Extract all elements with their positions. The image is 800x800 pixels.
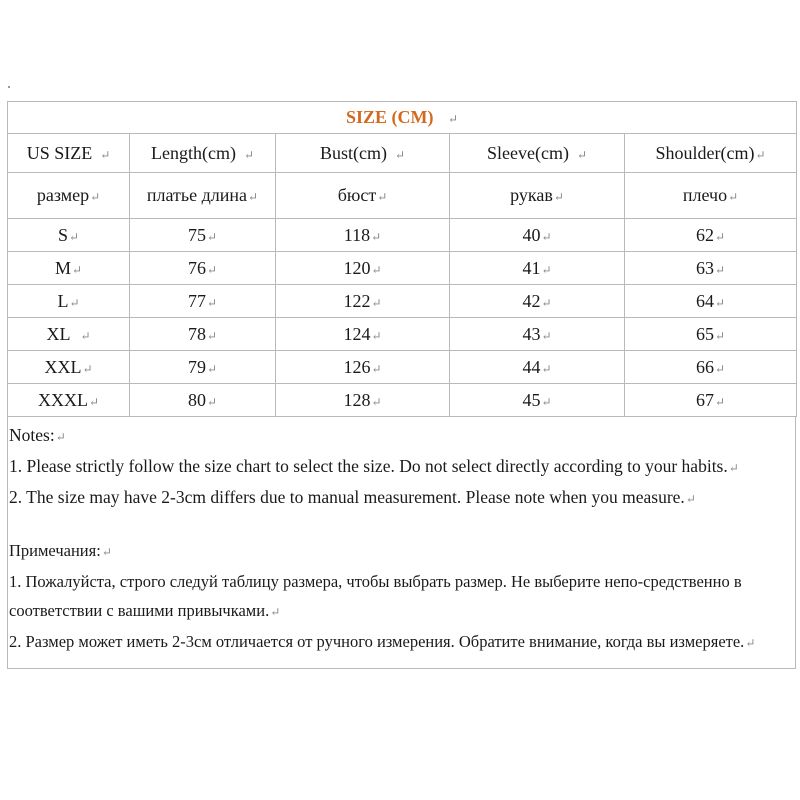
table-row [8,285,797,318]
length-cell: 75↵ [130,219,276,252]
paragraph-mark-icon: ↵ [448,112,459,126]
note-ru-2: 2. Размер может иметь 2-3см отличается от ручного измерения. Обратите внимание, когда вы измеряете.↵ [9,632,756,651]
notes-gap [9,514,793,536]
paragraph-mark-icon: ↵ [90,190,101,204]
paragraph-mark-icon: ↵ [55,430,66,444]
note-en-1: 1. Please strictly follow the size chart to select the size. Do not select directly according to your habits.↵ [9,456,739,476]
header-cell: Bust(cm) ↵ [276,134,450,173]
sleeve-cell: 41↵ [450,252,625,285]
paragraph-mark-icon: ↵ [69,295,80,310]
shoulder-cell: 63↵ [625,252,797,285]
paragraph-mark-icon: ↵ [88,394,100,409]
table-row [8,252,797,285]
notes-heading-ru: Примечания:↵ [9,541,112,560]
sleeve-cell: 40↵ [450,219,625,252]
paragraph-mark-icon: ↵ [68,229,80,244]
size-chart [7,101,796,669]
table-row [8,318,797,351]
size-table [7,101,797,417]
header-row-ru [8,173,797,219]
stray-dot [8,86,10,88]
paragraph-mark-icon: ↵ [745,636,756,650]
paragraph-mark-icon: ↵ [371,295,382,310]
header-row [8,134,797,173]
header-cell: Shoulder(cm)↵ [625,134,797,173]
paragraph-mark-icon: ↵ [371,262,382,277]
paragraph-mark-icon: ↵ [371,229,382,244]
length-cell: 76↵ [130,252,276,285]
shoulder-cell: 66↵ [625,351,797,384]
header-cell-ru: бюст↵ [276,173,450,219]
bust-cell: 128↵ [276,384,450,417]
header-cell: Length(cm) ↵ [130,134,276,173]
size-cell: S↵ [8,219,130,252]
size-cell: L↵ [8,285,130,318]
table-row [8,351,797,384]
shoulder-cell: 65↵ [625,318,797,351]
shoulder-cell: 67↵ [625,384,797,417]
notes-heading-en: Notes:↵ [9,425,66,445]
title-row [8,102,797,134]
header-cell: Sleeve(cm) ↵ [450,134,625,173]
sleeve-cell: 42↵ [450,285,625,318]
length-cell: 78↵ [130,318,276,351]
paragraph-mark-icon: ↵ [377,190,388,204]
paragraph-mark-icon: ↵ [270,605,281,619]
paragraph-mark-icon: ↵ [728,190,739,204]
table-title-cell [8,102,797,134]
length-cell: 77↵ [130,285,276,318]
table-row [8,384,797,417]
paragraph-mark-icon: ↵ [206,361,218,376]
paragraph-mark-icon: ↵ [541,262,552,277]
paragraph-mark-icon: ↵ [206,295,218,310]
bust-cell: 124↵ [276,318,450,351]
paragraph-mark-icon: ↵ [755,147,766,162]
paragraph-mark-icon: ↵ [715,262,726,277]
header-cell-ru: размер↵ [8,173,130,219]
bust-cell: 120↵ [276,252,450,285]
header-cell-ru: платье длина↵ [130,173,276,219]
paragraph-mark-icon: ↵ [685,492,696,506]
header-cell: US SIZE ↵ [8,134,130,173]
table-row [8,219,797,252]
notes-section [7,417,796,669]
paragraph-mark-icon: ↵ [82,361,93,376]
paragraph-mark-icon: ↵ [206,229,218,244]
sleeve-cell: 43↵ [450,318,625,351]
paragraph-mark-icon: ↵ [243,147,255,162]
sleeve-cell: 44↵ [450,351,625,384]
table-title: SIZE (CM) [345,107,434,127]
length-cell: 80↵ [130,384,276,417]
size-cell: XXXL↵ [8,384,130,417]
paragraph-mark-icon: ↵ [248,190,259,204]
length-cell: 79↵ [130,351,276,384]
header-cell-ru: плечо↵ [625,173,797,219]
paragraph-mark-icon: ↵ [541,295,552,310]
paragraph-mark-icon: ↵ [715,295,726,310]
paragraph-mark-icon: ↵ [394,147,406,162]
paragraph-mark-icon: ↵ [80,328,91,343]
paragraph-mark-icon: ↵ [553,190,564,204]
size-cell: XL ↵ [8,318,130,351]
paragraph-mark-icon: ↵ [371,328,382,343]
paragraph-mark-icon: ↵ [101,545,112,559]
paragraph-mark-icon: ↵ [100,147,111,162]
paragraph-mark-icon: ↵ [576,147,588,162]
paragraph-mark-icon: ↵ [541,361,552,376]
paragraph-mark-icon: ↵ [206,394,218,409]
bust-cell: 122↵ [276,285,450,318]
paragraph-mark-icon: ↵ [541,229,552,244]
sleeve-cell: 45↵ [450,384,625,417]
paragraph-mark-icon: ↵ [728,461,739,475]
size-cell: XXL↵ [8,351,130,384]
paragraph-mark-icon: ↵ [206,262,218,277]
paragraph-mark-icon: ↵ [541,328,552,343]
shoulder-cell: 62↵ [625,219,797,252]
paragraph-mark-icon: ↵ [715,394,726,409]
header-cell-ru: рукав↵ [450,173,625,219]
paragraph-mark-icon: ↵ [371,361,382,376]
paragraph-mark-icon: ↵ [371,394,382,409]
size-cell: M↵ [8,252,130,285]
note-en-2: 2. The size may have 2-3cm differs due to manual measurement. Please note when you measure.↵ [9,487,696,507]
paragraph-mark-icon: ↵ [715,328,726,343]
bust-cell: 126↵ [276,351,450,384]
paragraph-mark-icon: ↵ [715,229,726,244]
paragraph-mark-icon: ↵ [71,262,83,277]
note-ru-1: 1. Пожалуйста, строго следуй таблицу размера, чтобы выбрать размер. Не выберите непо-средственно в соответствии с вашими привычками.↵ [9,572,742,620]
paragraph-mark-icon: ↵ [206,328,218,343]
paragraph-mark-icon: ↵ [541,394,552,409]
bust-cell: 118↵ [276,219,450,252]
paragraph-mark-icon: ↵ [715,361,726,376]
shoulder-cell: 64↵ [625,285,797,318]
